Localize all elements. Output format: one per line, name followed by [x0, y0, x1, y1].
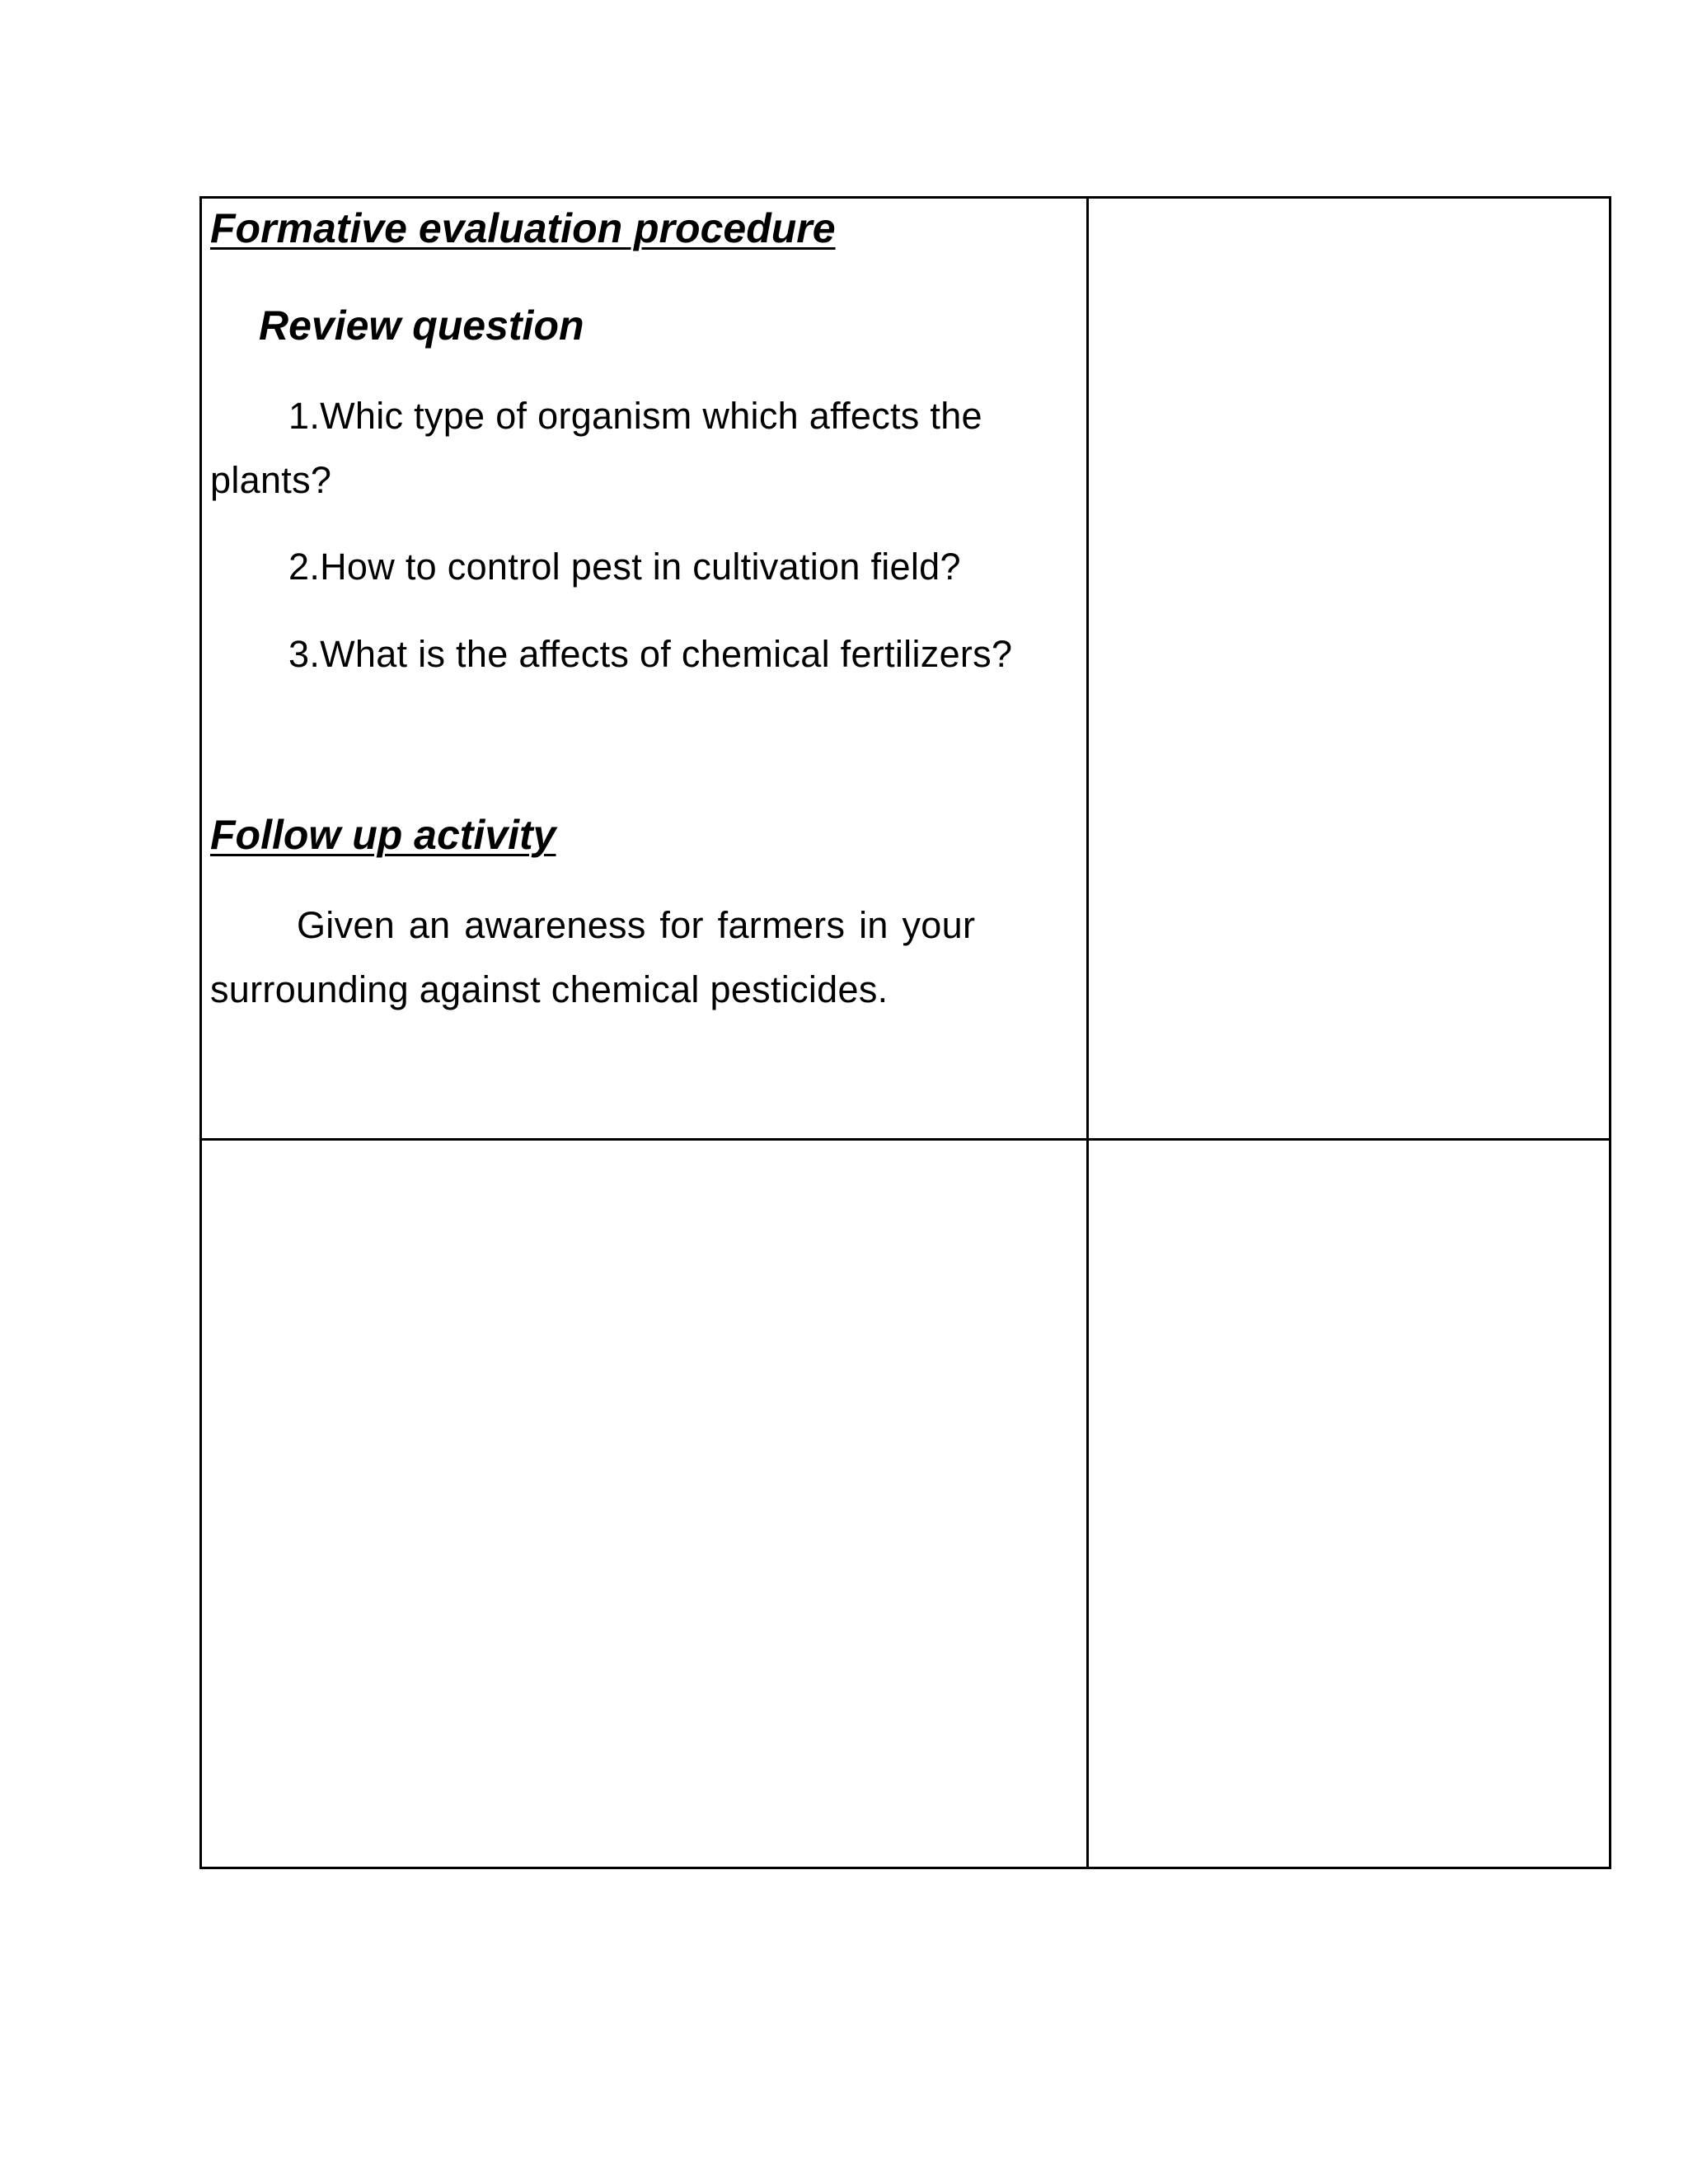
question-1-line-1: 1.Whic type of organism which affects the — [288, 395, 982, 437]
question-3: 3.What is the affects of chemical fertilizers? — [288, 633, 1013, 675]
table-column-divider — [1086, 199, 1089, 1867]
question-2: 2.How to control pest in cultivation field? — [288, 546, 961, 588]
table-row-divider — [202, 1138, 1609, 1141]
formative-evaluation-heading: Formative evaluation procedure — [210, 205, 836, 251]
table-cell-bottom-right — [1089, 1141, 1609, 1867]
follow-up-activity-heading: Follow up activity — [210, 812, 556, 858]
table-cell-bottom-left — [202, 1141, 1086, 1867]
question-1-line-2: plants? — [210, 459, 332, 501]
evaluation-table — [199, 196, 1611, 1869]
review-question-subheading: Review question — [259, 302, 584, 349]
table-cell-top-right — [1089, 199, 1609, 1138]
follow-up-line-1: Given an awareness for farmers in your — [297, 904, 976, 946]
follow-up-line-2: surrounding against chemical pesticides. — [210, 968, 889, 1010]
